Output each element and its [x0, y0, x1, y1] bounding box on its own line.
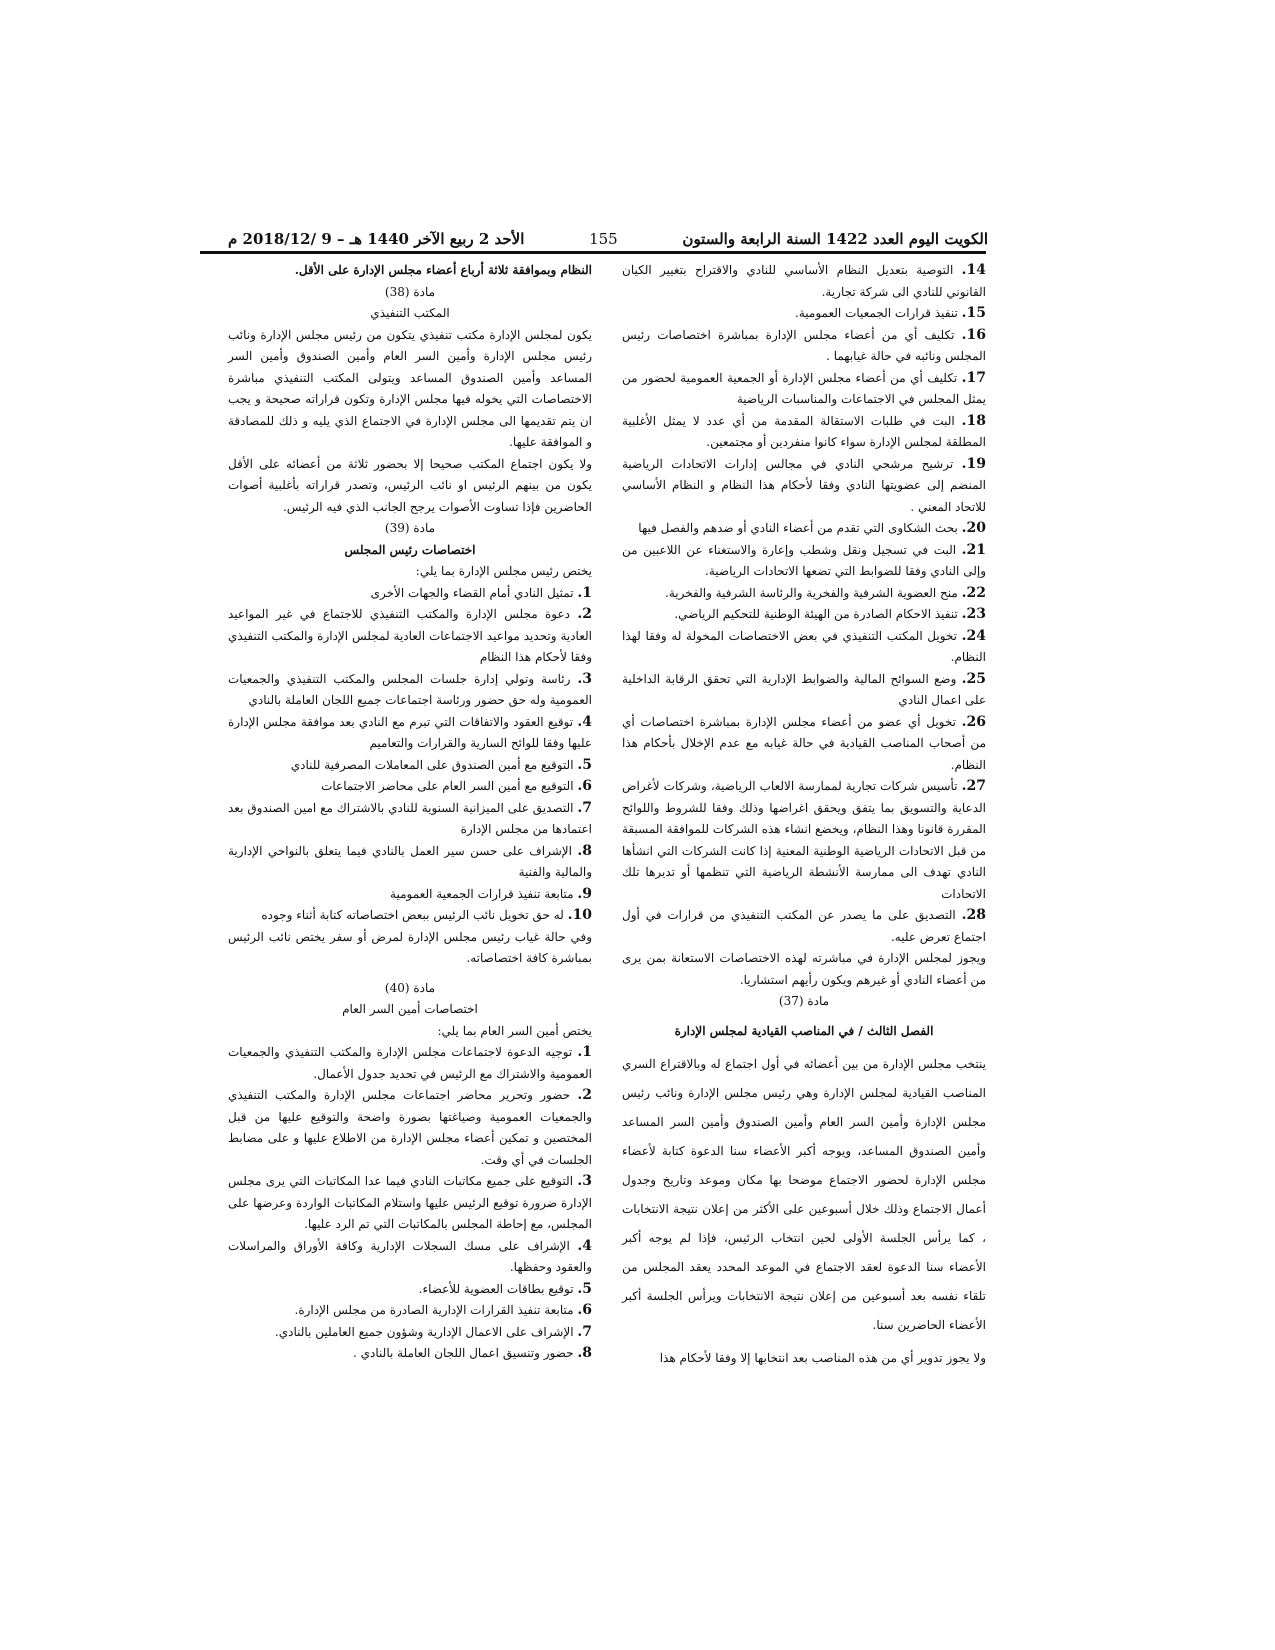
president-duty-item: [228, 604, 592, 669]
article-37-paragraph: ينتخب مجلس الإدارة من بين أعضائه في أول اجتماع له وبالاقتراع السري المناصب القيادية لمجلس الإدارة وهي رئيس مجلس الإدارة ونائب رئيس مجلس الإدارة وأمين السر العام وأمين الصندوق وأمين السر المساعد وأمين الصندوق المساعد، ويوجه أكبر الأعضاء سنا الدعوة كتابة لأعضاء مجلس الإدارة لحضور الاجتماع موضحا بها مكان وموعد وتاريخ وجدول أعمال الاجتماع وذلك خلال أسبوعين على الأكثر من إعلان نتيجة الانتخابات ، كما يرأس الجلسة الأولى لحين انتخاب الرئيس، فإذا لم يوجه أكبر الأعضاء سنا الدعوة لعقد الاجتماع في الموعد المحدد يعقد المجلس من تلقاء نفسه بعد أسبوعين من إعلان نتيجة الانتخابات ويرأس الجلسة أكبر الأعضاء الحاضرين سنا.: [622, 1057, 986, 1332]
article-38-subtitle: المكتب التنفيذي: [370, 306, 450, 320]
left-top-line: النظام وبموافقة ثلاثة أرباع أعضاء مجلس الإدارة على الأقل.: [294, 263, 592, 277]
item-text: وضع السوائح المالية والضوابط الإدارية التي تحقق الرقابة الداخلية على اعمال النادي: [622, 671, 986, 707]
item-text: التوقيع مع أمين الصندوق على المعاملات المصرفية للنادي: [290, 757, 574, 772]
item-text: تنفيذ الاحكام الصادرة من الهيئة الوطنية للتحكيم الرياضي.: [674, 607, 958, 621]
board-duty-item: [622, 583, 986, 605]
item-text: التصديق على الميزانية السنوية للنادي بالاشتراك مع امين الصندوق بعد اعتمادها من مجلس الإدارة: [228, 800, 592, 836]
item-text: دعوة مجلس الإدارة والمكتب التنفيذي للاجتماع في غير المواعيد العادية وتحديد مواعيد الاجتماعات العادية لمجلس الإدارة والمكتب التنفيذي وفقا لأحكام هذا النظام: [228, 607, 592, 664]
article-39-tail: وفي حالة غياب رئيس مجلس الإدارة لمرض أو سفر يختص نائب الرئيس بمباشرة كافة اختصاصاته.: [228, 929, 592, 965]
item-number: 18.: [961, 412, 986, 429]
board-duty-item: [622, 325, 986, 368]
article-39-subtitle: اختصاصات رئيس المجلس: [344, 542, 476, 557]
item-number: 5.: [577, 756, 592, 773]
item-number: 24.: [961, 627, 986, 644]
item-text: الإشراف على الاعمال الإدارية وشؤون جميع العاملين بالنادي.: [274, 1324, 574, 1339]
item-text: تأسيس شركات تجارية لممارسة الالعاب الرياضية، وشركات لأغراض الدعاية والتسويق بما يتفق ويحقق اغراضها وذلك وفقا للشروط واللوائح المقررة قانونا وهذا النظام، ويخضع انشاء هذه الشركات للموافقة المسبقة من قبل الاتحادات الرياضية الوطنية المعنية إذا كانت الشركات التي انشأها النادي تهدف الى ممارسة الأنشطة الرياضية التي تنظمها أو تديرها تلك الاتحادات: [622, 779, 986, 901]
item-number: 20.: [961, 520, 986, 536]
board-duty-item: [622, 260, 986, 303]
article-39-title: مادة (39): [384, 521, 436, 535]
item-number: 8.: [577, 842, 592, 859]
secretary-duties-list: [228, 1042, 592, 1365]
article-37-section: الفصل الثالث / في المناصب القيادية لمجلس الإدارة: [674, 1023, 934, 1038]
item-text: له حق تخويل نائب الرئيس ببعض اختصاصاته كتابة أثناء وجوده: [261, 908, 564, 922]
item-number: 28.: [961, 907, 986, 923]
secretary-duty-item: [228, 1300, 592, 1322]
board-duty-item: [622, 454, 986, 519]
item-number: 1.: [577, 584, 592, 601]
board-duty-item: [622, 518, 986, 540]
item-text: تخويل المكتب التنفيذي في بعض الاختصاصات المخولة له وفقا لهذا النظام.: [622, 628, 986, 664]
president-duty-item: [228, 776, 592, 798]
president-duty-item: [228, 669, 592, 712]
board-duty-item: [622, 905, 986, 948]
item-number: 4.: [577, 713, 592, 730]
article-37-paragraph-2: ولا يجوز تدوير أي من هذه المناصب بعد انتخابها إلا وفقا لأحكام هذا: [659, 1351, 986, 1365]
secretary-duty-item: [228, 1085, 592, 1171]
item-text: تمثيل النادي أمام القضاء والجهات الأخرى: [370, 585, 574, 600]
item-number: 10.: [567, 907, 592, 923]
item-text: تكليف أي من أعضاء مجلس الإدارة بمباشرة اختصاصات رئيس المجلس ونائبه في حالة غيابهما .: [622, 327, 986, 363]
board-duty-item: [622, 604, 986, 626]
item-text: تكليف أي من أعضاء مجلس الإدارة أو الجمعية العمومية لحضور من يمثل المجلس في الاجتماعات والمناسبات الرياضية: [622, 370, 986, 406]
item-number: 3.: [577, 1173, 592, 1189]
item-text: تخويل أي عضو من أعضاء مجلس الإدارة بمباشرة اختصاصات أي من أصحاب المناصب القيادية في حالة غيابه مع عدم الإخلال بأحكام هذا النظام.: [622, 714, 986, 772]
board-duty-item: [622, 303, 986, 325]
item-text: بحث الشكاوى التي تقدم من أعضاء النادي أو ضدهم والفصل فيها: [638, 521, 958, 535]
item-text: توقيع بطاقات العضوية للأعضاء.: [418, 1281, 574, 1296]
article-37-title: مادة (37): [778, 994, 830, 1008]
item-number: 3.: [577, 670, 592, 687]
item-number: 14.: [961, 262, 986, 278]
item-text: متابعة تنفيذ قرارات الجمعية العمومية: [390, 886, 574, 901]
item-text: التصديق على ما يصدر عن المكتب التنفيذي من قرارات في أول اجتماع تعرض عليه.: [622, 908, 986, 944]
item-number: 22.: [961, 584, 986, 601]
gazette-issue: الكويت اليوم العدد 1422 السنة الرابعة والستون: [682, 230, 988, 248]
item-number: 8.: [577, 1345, 592, 1361]
left-column: [228, 260, 592, 1365]
secretary-duty-item: [228, 1343, 592, 1365]
item-number: 25.: [961, 670, 986, 687]
item-number: 15.: [961, 305, 986, 321]
item-text: حضور وتنسيق اعمال اللجان العاملة بالنادي .: [353, 1346, 574, 1360]
article-38-paragraph-2: ولا يكون اجتماع المكتب صحيحا إلا بحضور ثلاثة من أعضائه على الأقل يكون من بينهم الرئيس او نائب الرئيس، وتصدر قراراته بأغلبية أصوات الحاضرين فإذا تساوت الأصوات يرجح الجانب الذي فيه الرئيس.: [228, 456, 592, 514]
item-text: رئاسة وتولي إدارة جلسات المجلس والمكتب التنفيذي والجمعيات العمومية وله حق حضور ورئاسة اجتماعات جميع اللجان العاملة بالنادي: [228, 671, 592, 707]
board-duty-item: [622, 411, 986, 454]
item-number: 4.: [577, 1237, 592, 1254]
item-text: الإشراف على حسن سير العمل بالنادي فيما يتعلق بالنواحي الإدارية والمالية والفنية: [228, 843, 592, 879]
secretary-duty-item: [228, 1236, 592, 1279]
board-duty-item: [622, 626, 986, 669]
president-duty-item: [228, 905, 592, 927]
header-rule: [200, 251, 986, 254]
item-text: تنفيذ قرارات الجمعيات العمومية.: [795, 306, 958, 320]
article-40-title: مادة (40): [384, 980, 436, 995]
item-text: متابعة تنفيذ القرارات الإدارية الصادرة من مجلس الإدارة.: [294, 1303, 574, 1317]
article-38-paragraph: يكون لمجلس الإدارة مكتب تنفيذي يتكون من رئيس مجلس الإدارة ونائب رئيس مجلس الإدارة وأمين السر العام وأمين الصندوق وأمين السر المساعد وأمين الصندوق المساعد ويتولى المكتب التنفيذي مباشرة الاختصاصات التي يخوله فيها مجلس الإدارة وتكون قراراته صحيحة و يجب ان يتم تقديمها الى مجلس الإدارة في الاجتماع الذي يليه و ذلك للمصادقة و الموافقة عليها.: [228, 327, 592, 449]
secretary-duty-item: [228, 1322, 592, 1344]
item-number: 6.: [577, 778, 592, 794]
board-duty-item: [622, 368, 986, 411]
president-duty-item: [228, 798, 592, 841]
board-duty-item: [622, 669, 986, 712]
item-number: 19.: [961, 455, 986, 472]
item-number: 27.: [961, 778, 986, 794]
item-text: منح العضوية الشرفية والفخرية والرئاسة الشرفية والفخرية.: [665, 585, 958, 600]
item-number: 17.: [961, 369, 986, 386]
issue-date: الأحد 2 ربيع الآخر 1440 هـ – 9 /2018/12 م: [228, 230, 525, 248]
president-duties-list: [228, 583, 592, 927]
item-number: 5.: [577, 1280, 592, 1297]
item-text: البت في تسجيل ونقل وشطب وإعارة والاستغناء عن اللاعبين من وإلى النادي وفقا للضوابط التي تضعها الاتحادات الرياضية.: [622, 542, 986, 578]
secretary-duty-item: [228, 1042, 592, 1085]
secretary-duty-item: [228, 1171, 592, 1236]
page-header: [228, 228, 988, 250]
article-40-intro: يختص أمين السر العام بما يلي:: [437, 1023, 592, 1038]
item-text: توقيع العقود والاتفاقات التي تبرم مع النادي بعد موافقة مجلس الإدارة عليها وفقا للوائح السارية والقرارات والتعاميم: [228, 714, 592, 750]
board-duty-item: [622, 776, 986, 905]
article-38-title: مادة (38): [384, 284, 436, 299]
item-number: 16.: [961, 326, 986, 343]
president-duty-item: [228, 755, 592, 777]
item-number: 9.: [577, 885, 592, 902]
right-tail-paragraph: ويجوز لمجلس الإدارة في مباشرته لهذه الاختصاصات الاستعانة بمن يرى من أعضاء النادي أو غيرهم ويكون رأيهم استشاريا.: [622, 951, 986, 987]
item-number: 7.: [577, 1323, 592, 1340]
item-number: 21.: [961, 541, 986, 558]
president-duty-item: [228, 884, 592, 906]
item-text: التوقيع مع أمين السر العام على محاضر الاجتماعات: [321, 779, 574, 793]
item-number: 26.: [961, 713, 986, 730]
article-40-subtitle: اختصاصات أمين السر العام: [342, 1002, 478, 1016]
item-number: 2.: [577, 1087, 592, 1103]
item-number: 1.: [577, 1044, 592, 1060]
board-duty-item: [622, 540, 986, 583]
page-number: 155: [589, 230, 618, 248]
item-number: 23.: [961, 606, 986, 622]
item-text: التوقيع على جميع مكاتبات النادي فيما عدا المكاتبات التي يرى مجلس الإدارة ضرورة توقيع الرئيس عليها واستلام المكاتبات الواردة وعرضها على المجلس، مع إحاطة المجلس بالمكاتبات التي تم الرد عليها.: [228, 1174, 592, 1231]
item-text: توجيه الدعوة لاجتماعات مجلس الإدارة والمكتب التنفيذي والجمعيات العمومية والاشتراك مع الرئيس في تحديد جدول الأعمال.: [228, 1045, 592, 1081]
item-text: حضور وتحرير محاضر اجتماعات مجلس الإدارة والمكتب التنفيذي والجمعيات العمومية وصياغتها بصورة واضحة والتوقيع عليها من قبل المختصين و تمكين أعضاء مجلس الإدارة من الاطلاع عليها و على مضابط الجلسات في أي وقت.: [228, 1088, 593, 1167]
president-duty-item: [228, 583, 592, 605]
president-duty-item: [228, 841, 592, 884]
item-text: الإشراف على مسك السجلات الإدارية وكافة الأوراق والمراسلات والعقود وحفظها.: [228, 1238, 592, 1274]
board-duties-list: [622, 260, 986, 948]
item-text: التوصية بتعديل النظام الأساسي للنادي والاقتراح بتغيير الكيان القانوني للنادي الى شركة تجارية.: [622, 263, 986, 299]
article-39-intro: يختص رئيس مجلس الإدارة بما يلي:: [415, 564, 592, 578]
item-number: 2.: [577, 606, 592, 622]
right-column: [622, 260, 986, 1370]
item-number: 6.: [577, 1302, 592, 1318]
item-text: البت في طلبات الاستقالة المقدمة من أي عدد لا يمثل الأغلبية المطلقة لمجلس الإدارة سواء كانوا منفردين أو مجتمعين.: [622, 413, 986, 449]
item-text: ترشيح مرشحي النادي في مجالس إدارات الاتحادات الرياضية المنضم إلى عضويتها النادي وفقا لأحكام هذا النظام و النظام الأساسي للاتحاد المعني .: [622, 456, 986, 514]
board-duty-item: [622, 712, 986, 777]
president-duty-item: [228, 712, 592, 755]
item-number: 7.: [577, 799, 592, 816]
secretary-duty-item: [228, 1279, 592, 1301]
